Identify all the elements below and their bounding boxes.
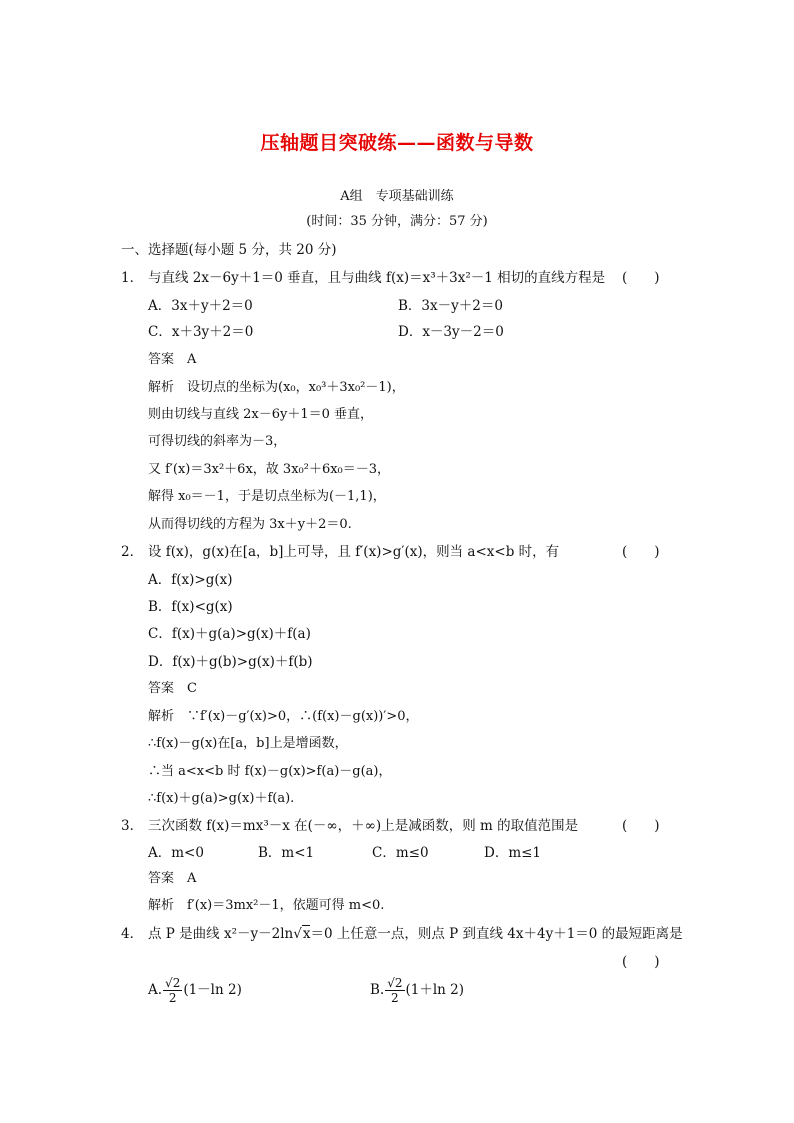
q2-option-c: C．f(x)＋g(a)>g(x)＋f(a) [148, 626, 311, 642]
group-heading: A组 专项基础训练 [340, 189, 454, 204]
q4-option-a [148, 976, 242, 1005]
sqrt-radical-icon: √ [293, 926, 302, 942]
q2-answer: 答案 C [148, 681, 197, 696]
q4-answer-paren: ( ) [622, 954, 660, 970]
q2-analysis-line: ∴f(x)＋g(a)>g(x)＋f(a). [148, 791, 295, 806]
q1-analysis-line: 解得 x₀＝－1，于是切点坐标为(－1,1)， [148, 489, 386, 504]
q1-analysis-line: 则由切线与直线 2x－6y＋1＝0 垂直， [148, 407, 374, 422]
page-title: 压轴题目突破练——函数与导数 [260, 132, 534, 154]
q1-analysis-line: 从而得切线的方程为 3x＋y＋2＝0. [148, 517, 352, 532]
q2-analysis-line: ∴当 a<x<b 时 f(x)－g(x)>f(a)－g(a)， [148, 764, 392, 779]
q2-answer-paren: ( ) [622, 544, 660, 560]
q4-number: 4． [121, 926, 144, 942]
q2-analysis-line: 解析 ∵f′(x)－g′(x)>0，∴(f(x)－g(x))′>0， [148, 709, 419, 724]
q3-number: 3． [121, 818, 144, 834]
q4-option-b-tail: (1＋ln 2) [405, 982, 465, 998]
q2-number: 2． [121, 544, 144, 560]
q1-option-b: B．3x－y＋2＝0 [398, 298, 503, 314]
q3-option-c: C．m≤0 [372, 845, 429, 861]
q1-option-a: A．3x＋y＋2＝0 [148, 298, 253, 314]
q3-analysis-line: 解析 f′(x)＝3mx²－1，依题可得 m<0. [148, 898, 385, 913]
q4-option-a-denominator: 2 [168, 991, 177, 1005]
q3-answer-paren: ( ) [622, 818, 660, 834]
q1-option-d: D．x－3y－2＝0 [398, 324, 504, 340]
q4-option-b-label: B. [370, 982, 385, 998]
q1-analysis-line: 解析 设切点的坐标为(x₀，x₀³＋3x₀²－1)， [148, 380, 405, 395]
q1-analysis-line: 可得切线的斜率为－3， [148, 434, 287, 449]
q4-option-b [370, 976, 464, 1005]
q4-option-a-numerator: √2 [165, 976, 181, 990]
q4-stem-after: ＝0 上任意一点，则点 P 到直线 4x＋4y＋1＝0 的最短距离是 [310, 926, 683, 942]
q2-option-d: D．f(x)＋g(b)>g(x)＋f(b) [148, 654, 313, 670]
q3-option-b: B．m<1 [258, 845, 315, 861]
q1-option-c: C．x＋3y＋2＝0 [148, 324, 254, 340]
q2-option-b: B．f(x)<g(x) [148, 599, 233, 615]
q3-option-a: A．m<0 [148, 845, 204, 861]
q1-answer-paren: ( ) [622, 270, 660, 286]
q4-stem [148, 922, 683, 942]
q1-number: 1． [121, 270, 144, 286]
q2-option-a: A．f(x)>g(x) [148, 572, 233, 588]
q2-stem: 设 f(x)，g(x)在[a，b]上可导，且 f′(x)>g′(x)，则当 a<x<b 时，有 [148, 544, 560, 560]
section-heading: 一、选择题(每小题 5 分，共 20 分) [121, 242, 337, 258]
q4-option-a-tail: (1－ln 2) [183, 982, 242, 998]
q3-stem: 三次函数 f(x)＝mx³－x 在(－∞，＋∞)上是减函数，则 m 的取值范围是 [148, 818, 579, 834]
q4-stem-sqrt: x [302, 926, 311, 942]
q1-stem: 与直线 2x－6y＋1＝0 垂直，且与曲线 f(x)＝x³＋3x²－1 相切的直线方程是 [148, 270, 606, 286]
q4-option-b-numerator: √2 [387, 976, 403, 990]
q4-option-a-fraction [163, 976, 182, 1005]
q2-analysis-line: ∴f(x)－g(x)在[a，b]上是增函数， [148, 736, 348, 751]
q3-option-d: D．m≤1 [484, 845, 542, 861]
q1-answer: 答案 A [148, 352, 197, 367]
q3-answer: 答案 A [148, 871, 197, 886]
q1-analysis-line: 又 f′(x)＝3x²＋6x，故 3x₀²＋6x₀＝－3， [148, 462, 391, 477]
time-note: (时间：35 分钟，满分：57 分) [306, 214, 488, 229]
q4-option-b-fraction [385, 976, 404, 1005]
q4-option-a-label: A. [148, 982, 163, 998]
q4-option-b-denominator: 2 [391, 991, 399, 1005]
q4-stem-before: 点 P 是曲线 x²－y－2ln [148, 926, 294, 942]
